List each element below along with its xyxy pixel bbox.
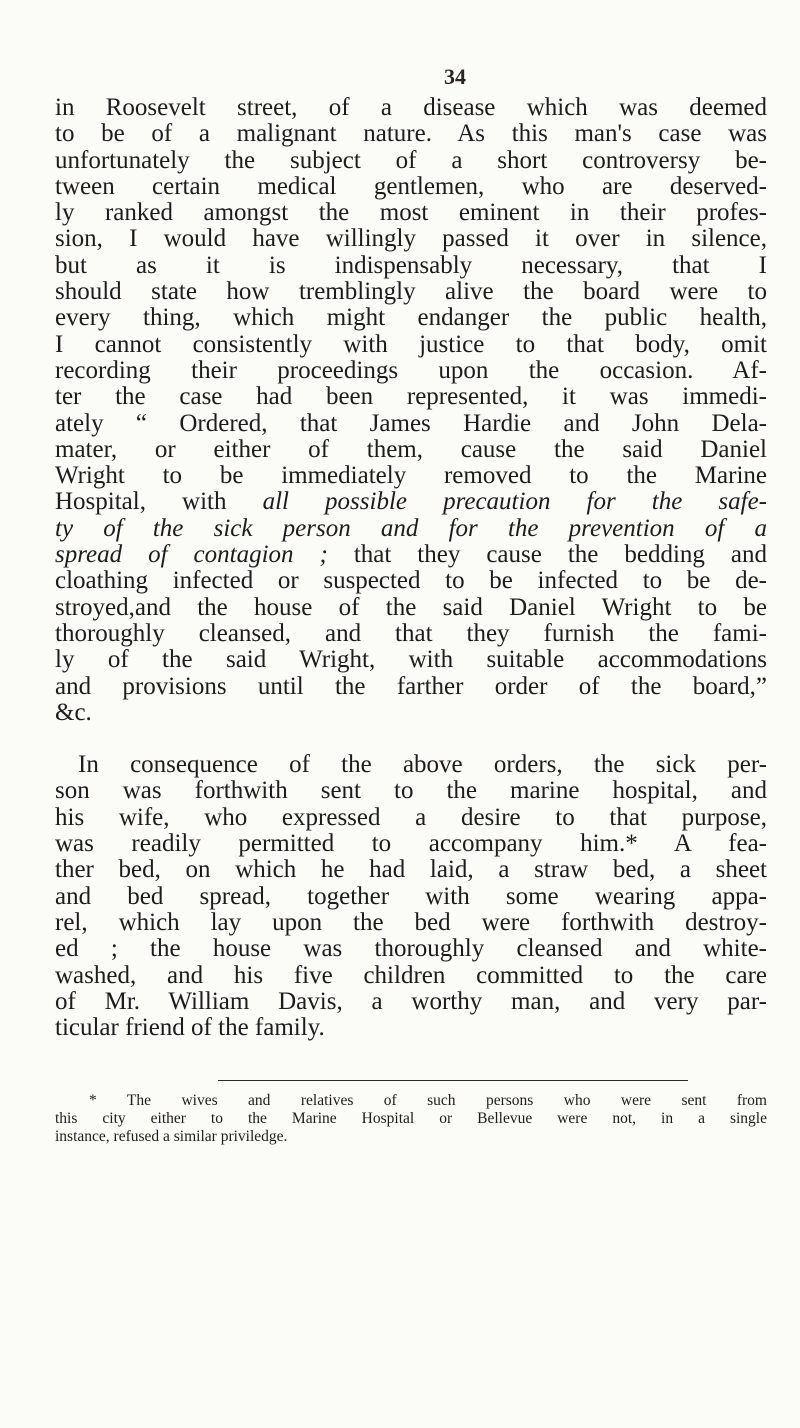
text-line: was readily permitted to accompany him.* A fea-: [55, 830, 767, 858]
text-line: thoroughly cleansed, and that they furnish the fami-: [55, 619, 767, 647]
footnote: [55, 1092, 767, 1146]
text-line: washed, and his five children committed to the care: [55, 961, 767, 989]
footnote-line: instance, refused a similar priviledge.: [55, 1128, 288, 1145]
text-line: ly ranked amongst the most eminent in their profes-: [55, 199, 767, 227]
text-line: ly of the said Wright, with suitable accommodations: [55, 646, 767, 674]
italic-text-run: all possible precaution for the safe-: [262, 488, 767, 516]
text-line: of Mr. William Davis, a worthy man, and very par-: [55, 987, 767, 1015]
text-line: in Roosevelt street, of a disease which was deemed: [55, 94, 767, 121]
text-line: son was forthwith sent to the marine hospital, and: [55, 777, 767, 805]
italic-text-run: ty of the sick person and for the prevention of a: [55, 514, 767, 542]
text-line: ticular friend of the family.: [55, 1014, 325, 1042]
text-line: sion, I would have willingly passed it over in silence,: [55, 225, 767, 253]
text-line: and provisions until the farther order of the board,”: [55, 672, 767, 700]
page-number: 34: [444, 64, 466, 89]
text-line: Wright to be immediately removed to the Marine: [55, 462, 767, 490]
text-line: stroyed,and the house of the said Daniel Wright to be: [55, 593, 767, 621]
text-run: Hospital, with: [55, 488, 263, 516]
text-line-with-italic: [55, 516, 767, 542]
text-line: ther bed, on which he had laid, a straw bed, a sheet: [55, 856, 767, 884]
text-line: ately “ Ordered, that James Hardie and John Dela-: [55, 409, 767, 437]
text-line: and bed spread, together with some wearing appa-: [55, 882, 767, 910]
text-line: In consequence of the above orders, the sick per-: [78, 751, 767, 779]
text-line-with-italic: [55, 489, 767, 515]
text-line-with-italic: [55, 542, 767, 568]
text-line: to be of a malignant nature. As this man's case was: [55, 120, 767, 148]
body-text: [55, 95, 767, 1041]
text-line: tween certain medical gentlemen, who are deserved-: [55, 172, 767, 200]
footnote-line: * The wives and relatives of such persons who were sent from: [89, 1092, 767, 1109]
text-line: should state how tremblingly alive the board were to: [55, 278, 767, 306]
text-line: I cannot consistently with justice to that body, omit: [55, 330, 767, 358]
text-run: that they cause the bedding and: [327, 541, 767, 569]
text-line: his wife, who expressed a desire to that purpose,: [55, 803, 767, 831]
text-line: unfortunately the subject of a short controversy be-: [55, 146, 767, 174]
text-line: every thing, which might endanger the public health,: [55, 304, 767, 332]
italic-text-run: spread of contagion ;: [55, 541, 328, 569]
text-line: mater, or either of them, cause the said Daniel: [55, 435, 767, 463]
text-line: but as it is indispensably necessary, that I: [55, 251, 767, 279]
footnote-rule: [218, 1080, 688, 1081]
text-line: ter the case had been represented, it was immedi-: [55, 383, 767, 411]
footnote-line: this city either to the Marine Hospital or Bellevue were not, in a single: [55, 1110, 767, 1127]
text-line: recording their proceedings upon the occasion. Af-: [55, 356, 767, 384]
text-line: &c.: [55, 698, 92, 726]
text-line: ed ; the house was thoroughly cleansed and white-: [55, 935, 767, 963]
text-line: cloathing infected or suspected to be infected to be de-: [55, 567, 767, 595]
text-line: rel, which lay upon the bed were forthwith destroy-: [55, 908, 767, 936]
